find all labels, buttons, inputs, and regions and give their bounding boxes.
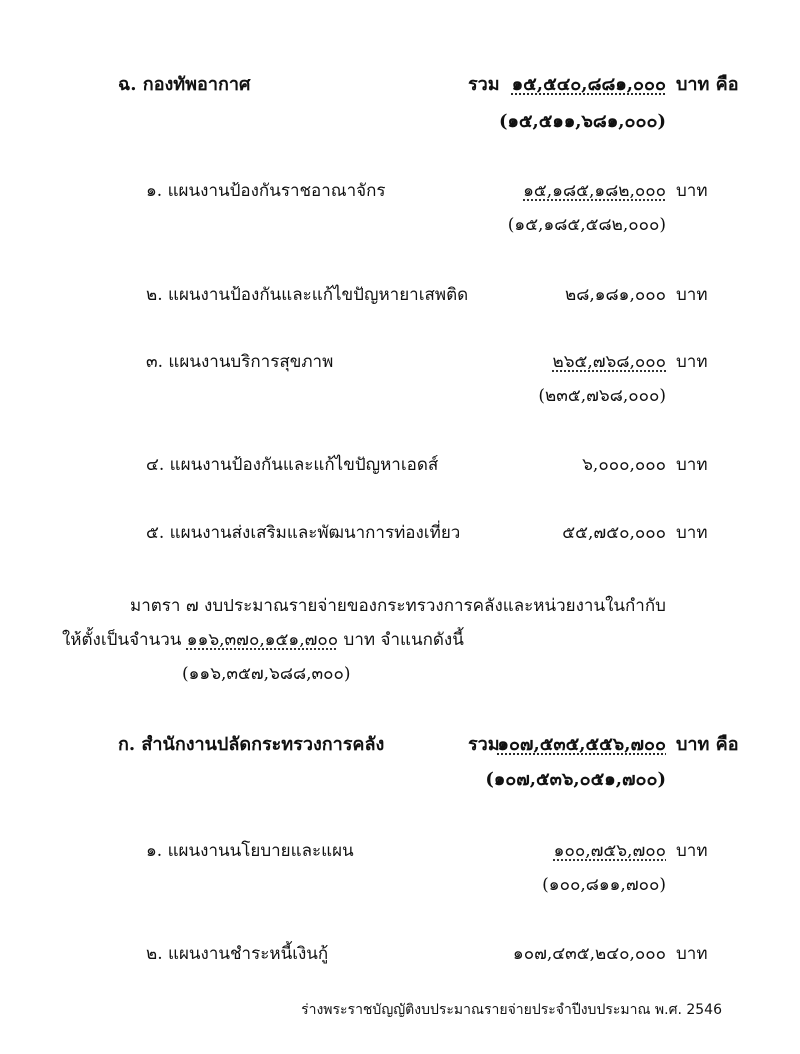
- item-amount: ๖,๐๐๐,๐๐๐: [582, 455, 666, 475]
- item-unit: บาท: [676, 455, 708, 475]
- item-label: ๔. แผนงานป้องกันและแก้ไขปัญหาเอดส์: [146, 455, 439, 475]
- item-unit: บาท: [676, 352, 708, 372]
- item-unit: บาท: [676, 181, 708, 201]
- unit-baht-kue: บาท คือ: [676, 74, 739, 95]
- item-unit: บาท: [676, 841, 708, 861]
- section-heading-permanent-secretary: ก. สำนักงานปลัดกระทรวงการคลัง: [118, 734, 385, 755]
- item-label: ๒. แผนงานป้องกันและแก้ไขปัญหายาเสพติด: [146, 285, 469, 305]
- item-original-amount: (๒๓๕,๗๖๘,๐๐๐): [538, 386, 666, 406]
- item-amount: ๑๕,๑๘๕,๑๘๒,๐๐๐: [523, 181, 666, 201]
- section-7-paragraph-line2: [62, 630, 464, 650]
- item-label: ๒. แผนงานชำระหนี้เงินกู้: [146, 944, 329, 964]
- section-original-amount: (๑๐๗,๕๓๖,๐๕๑,๗๐๐): [485, 769, 666, 790]
- section-7-prefix: ให้ตั้งเป็นจำนวน: [62, 630, 182, 650]
- item-amount: ๒๖๕,๗๖๘,๐๐๐: [552, 352, 666, 372]
- item-amount: ๑๐๗,๔๓๕,๒๔๐,๐๐๐: [512, 944, 666, 964]
- section-7-amount: ๑๑๖,๓๗๐,๑๕๑,๗๐๐: [186, 630, 339, 650]
- item-label: ๑. แผนงานป้องกันราชอาณาจักร: [146, 181, 386, 201]
- item-unit: บาท: [676, 944, 708, 964]
- item-amount: ๒๘,๑๘๑,๐๐๐: [565, 285, 666, 305]
- item-label: ๕. แผนงานส่งเสริมและพัฒนาการท่องเที่ยว: [146, 523, 461, 543]
- section-7-paragraph-line1: มาตรา ๗ งบประมาณรายจ่ายของกระทรวงการคลังและหน่วยงานในกำกับ: [130, 596, 666, 616]
- total-label: รวม: [468, 74, 500, 95]
- section-heading-air-force: ฉ. กองทัพอากาศ: [118, 74, 251, 95]
- item-amount: ๑๐๐,๗๕๖,๗๐๐: [553, 841, 666, 861]
- section-total-amount: ๑๕,๕๔๐,๘๘๑,๐๐๐: [511, 74, 666, 95]
- item-original-amount: (๑๐๐,๘๑๑,๗๐๐): [542, 875, 666, 895]
- item-unit: บาท: [676, 285, 708, 305]
- total-label: รวม: [468, 734, 500, 755]
- section-7-original-amount: (๑๑๖,๓๕๗,๖๘๘,๓๐๐): [182, 664, 351, 684]
- section-total-amount: ๑๐๗,๕๓๕,๕๕๖,๗๐๐: [497, 734, 666, 755]
- item-label: ๓. แผนงานบริการสุขภาพ: [146, 352, 334, 372]
- item-amount: ๕๕,๗๕๐,๐๐๐: [562, 523, 666, 543]
- section-original-amount: (๑๕,๕๑๑,๖๘๑,๐๐๐): [498, 111, 666, 132]
- page-footer: ร่างพระราชบัญญัติงบประมาณรายจ่ายประจำปีงบประมาณ พ.ศ. 2546: [301, 1002, 722, 1018]
- item-label: ๑. แผนงานนโยบายและแผน: [146, 841, 354, 861]
- section-7-suffix: บาท จำแนกดังนี้: [343, 630, 464, 650]
- unit-baht-kue: บาท คือ: [676, 734, 739, 755]
- item-original-amount: (๑๕,๑๘๕,๕๘๒,๐๐๐): [507, 215, 666, 235]
- item-unit: บาท: [676, 523, 708, 543]
